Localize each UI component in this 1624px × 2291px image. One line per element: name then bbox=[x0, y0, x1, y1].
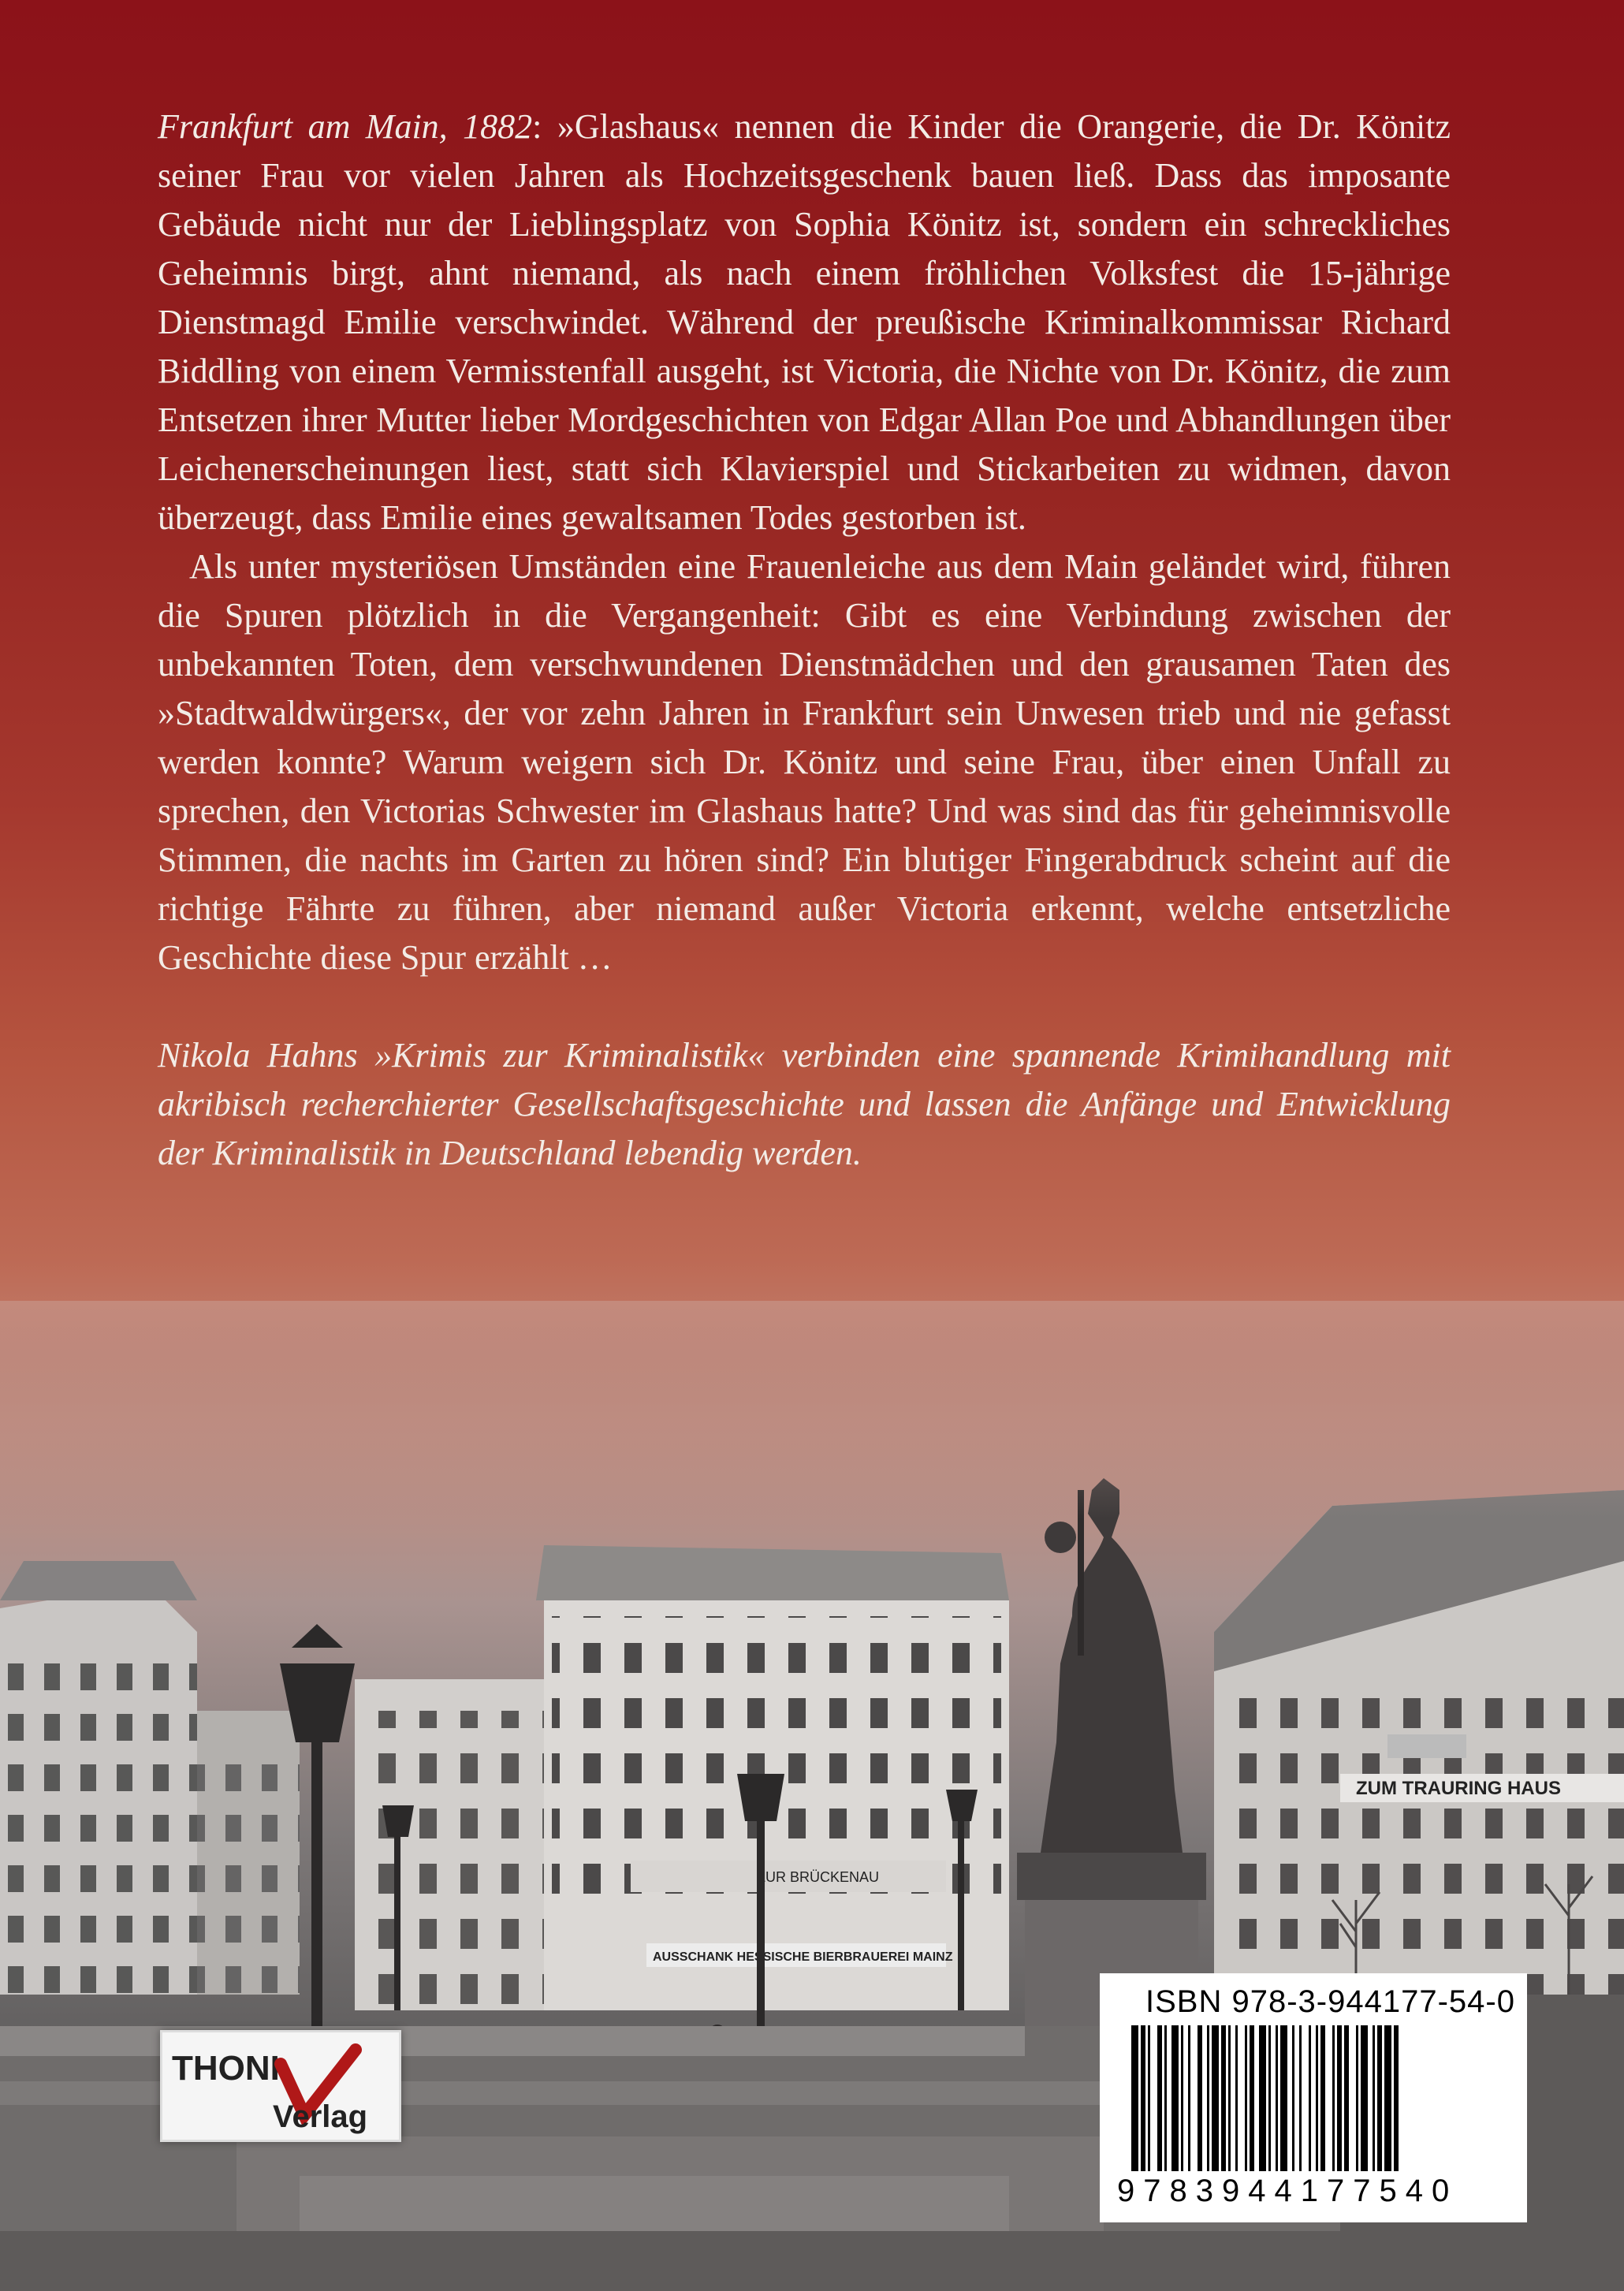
logo-thoni: THONI bbox=[172, 2049, 280, 2088]
barcode-bar bbox=[1221, 2025, 1226, 2171]
barcode-bar bbox=[1394, 2025, 1399, 2171]
blurb-text bbox=[158, 102, 1451, 1178]
barcode-bar bbox=[1171, 2025, 1179, 2171]
barcode-bar bbox=[1245, 2025, 1247, 2171]
barcode-bar bbox=[1299, 2025, 1302, 2171]
blurb-paragraph-1 bbox=[158, 102, 1451, 542]
barcode-bar bbox=[1250, 2025, 1254, 2171]
barcode-bar bbox=[1280, 2025, 1287, 2171]
barcode-bar bbox=[1337, 2025, 1342, 2171]
barcode-bar bbox=[1157, 2025, 1162, 2171]
isbn-barcode-box bbox=[1100, 1973, 1527, 2222]
barcode-bar bbox=[1373, 2025, 1375, 2171]
barcode-bar bbox=[1181, 2025, 1183, 2171]
barcode-bar bbox=[1198, 2025, 1202, 2171]
barcode-bar bbox=[1356, 2025, 1358, 2171]
barcode-bar bbox=[1228, 2025, 1231, 2171]
barcode-bar bbox=[1316, 2025, 1318, 2171]
series-tagline: Nikola Hahns »Krimis zur Kriminalistik« verbinden eine spannende Krimihandlung mit akribisch recherchierter Gesellschaftsgeschichte und lassen die Anfänge und Entwicklung der Kriminalistik in Deutschland lebendig werden. bbox=[158, 1036, 1451, 1172]
barcode-bar bbox=[1332, 2025, 1335, 2171]
barcode-bar bbox=[1268, 2025, 1271, 2171]
barcode-bar bbox=[1188, 2025, 1190, 2171]
logo-verlag: Verlag bbox=[273, 2099, 368, 2134]
barcode-bar bbox=[1131, 2025, 1138, 2171]
barcode-bar bbox=[1164, 2025, 1167, 2171]
barcode-bar bbox=[1276, 2025, 1278, 2171]
barcode-bar bbox=[1207, 2025, 1209, 2171]
barcode-bar bbox=[1148, 2025, 1150, 2171]
barcode-bar bbox=[1212, 2025, 1219, 2171]
barcode-bar bbox=[1235, 2025, 1238, 2171]
blurb-setting: Frankfurt am Main, 1882 bbox=[158, 107, 533, 146]
blurb-paragraph-2: Als unter mysteriösen Umständen eine Frauenleiche aus dem Main geländet wird, führen die Spuren plötzlich in die Vergangenheit: Gibt es eine Verbindung zwischen der unbekannten Toten, dem verschwundenen Dienstmädchen und den grausamen Taten des »Stadtwaldwürgers«, der vor zehn Jahren in Frankfurt sein Unwesen trieb und nie gefasst werden konnte? Warum weigern sich Dr. Könitz und seine Frau, über einen Unfall zu sprechen, den Victorias Schwester im Glashaus hatte? Und was sind das für geheimnisvolle Stimmen, die nachts im Garten zu hören sind? Ein blutiger Fingerabdruck scheint auf die richtige Fährte zu führen, aber niemand außer Victoria erkennt, welche entsetzliche Geschichte diese Spur erzählt … bbox=[158, 547, 1451, 977]
barcode-bar bbox=[1320, 2025, 1325, 2171]
isbn-label: ISBN 978-3-944177-54-0 bbox=[1145, 1984, 1515, 2019]
barcode-bar bbox=[1292, 2025, 1294, 2171]
barcode-digits: 9783944177540 bbox=[1117, 2174, 1458, 2208]
publisher-logo bbox=[160, 2030, 401, 2142]
barcode-bar bbox=[1377, 2025, 1382, 2171]
barcode-bar bbox=[1309, 2025, 1311, 2171]
barcode-bar bbox=[1361, 2025, 1368, 2171]
barcode-bar bbox=[1141, 2025, 1145, 2171]
barcode bbox=[1131, 2025, 1502, 2175]
barcode-bar bbox=[1384, 2025, 1391, 2171]
barcode-bar bbox=[1344, 2025, 1349, 2171]
barcode-bar bbox=[1259, 2025, 1266, 2171]
blurb-paragraph-1-body: : »Glashaus« nennen die Kinder die Orangerie, die Dr. Könitz seiner Frau vor vielen Jahren als Hochzeitsgeschenk bauen ließ. Dass das imposante Gebäude nicht nur der Lieblingsplatz von Sophia Könitz ist, sondern ein schreckliches Geheimnis birgt, ahnt niemand, als nach einem fröhlichen Volksfest die 15-jährige Dienstmagd Emilie verschwindet. Während der preußische Kriminalkommissar Richard Biddling von einem Vermisstenfall ausgeht, ist Victoria, die Nichte von Dr. Könitz, die zum Entsetzen ihrer Mutter lieber Mordgeschichten von Edgar Allan Poe und Abhandlungen über Leichenerscheinungen liest, statt sich Klavierspiel und Stickarbeiten zu widmen, davon überzeugt, dass Emilie eines gewaltsamen Todes gestorben ist. bbox=[158, 107, 1451, 537]
